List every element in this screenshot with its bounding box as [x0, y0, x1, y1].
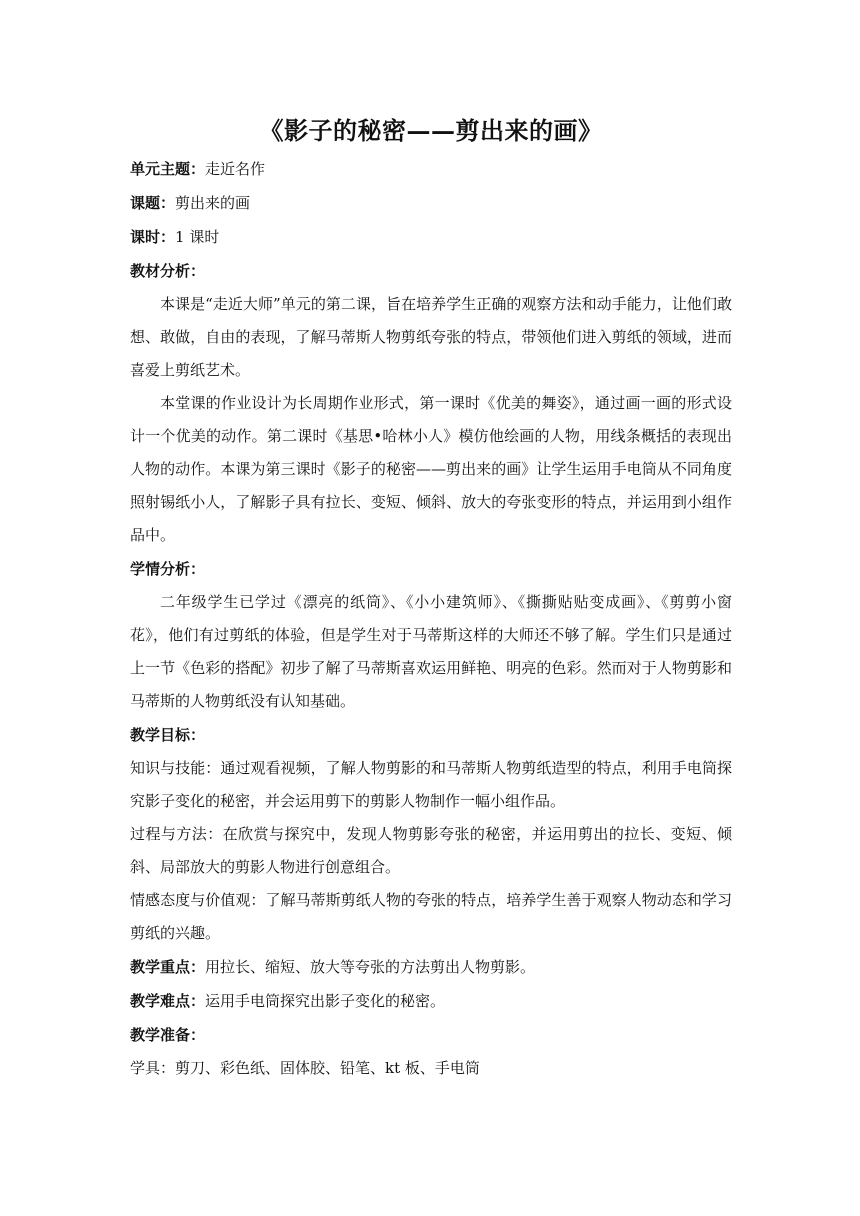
unit-theme-line [130, 152, 732, 186]
unit-theme-value: 走近名作 [205, 160, 266, 178]
unit-theme-label: 单元主题： [130, 160, 206, 178]
goal-emotion-values: 情感态度与价值观：了解马蒂斯剪纸人物的夸张的特点，培养学生善于观察人物动态和学习剪纸的兴趣。 [130, 891, 732, 942]
teaching-goals-heading: 教学目标： [130, 726, 206, 744]
key-point-label: 教学重点： [130, 958, 206, 976]
difficulty-value: 运用手电筒探究出影子变化的秘密。 [205, 992, 446, 1010]
student-analysis-heading: 学情分析： [130, 560, 206, 578]
material-analysis-paragraph-2: 本堂课的作业设计为长周期作业形式，第一课时《优美的舞姿》，通过画一画的形式设计一个优美的动作。第二课时《基思•哈林小人》模仿他绘画的人物，用线条概括的表现出人物的动作。本课为第三课时《影子的秘密——剪出来的画》让学生运用手电筒从不同角度照射锡纸小人，了解影子具有拉长、变短、倾斜、放大的夸张变形的特点，并运用到小组作品中。 [130, 394, 732, 544]
teaching-prep-tools: 学具：剪刀、彩色纸、固体胶、铅笔、kt 板、手电筒 [130, 1059, 480, 1077]
topic-value: 剪出来的画 [175, 194, 251, 212]
goal-knowledge-skills: 知识与技能：通过观看视频，了解人物剪影的和马蒂斯人物剪纸造型的特点，利用手电筒探究影子变化的秘密，并会运用剪下的剪影人物制作一幅小组作品。 [130, 759, 732, 810]
teaching-prep-heading: 教学准备： [130, 1026, 206, 1044]
document-title: 《影子的秘密——剪出来的画》 [259, 116, 603, 145]
period-value: 1 课时 [175, 228, 220, 246]
key-point-value: 用拉长、缩短、放大等夸张的方法剪出人物剪影。 [205, 958, 536, 976]
period-label: 课时： [130, 228, 176, 246]
student-analysis-paragraph: 二年级学生已学过《漂亮的纸筒》、《小小建筑师》、《撕撕贴贴变成画》、《剪剪小窗花》，他们有过剪纸的体验，但是学生对于马蒂斯这样的大师还不够了解。学生们只是通过上一节《色彩的搭配》初步了解了马蒂斯喜欢运用鲜艳、明亮的色彩。然而对于人物剪影和马蒂斯的人物剪纸没有认知基础。 [130, 593, 732, 710]
material-analysis-paragraph-1: 本课是“走近大师”单元的第二课，旨在培养学生正确的观察方法和动手能力，让他们敢想、敢做，自由的表现，了解马蒂斯人物剪纸夸张的特点，带领他们进入剪纸的领域，进而喜爱上剪纸艺术。 [130, 295, 732, 379]
topic-line [130, 186, 732, 220]
material-analysis-heading: 教材分析： [130, 262, 206, 280]
goal-process-methods: 过程与方法：在欣赏与探究中，发现人物剪影夸张的秘密，并运用剪出的拉长、变短、倾斜、局部放大的剪影人物进行创意组合。 [130, 825, 732, 876]
difficulty-line [130, 984, 732, 1018]
key-point-line [130, 950, 732, 984]
period-line [130, 220, 732, 254]
difficulty-label: 教学难点： [130, 992, 206, 1010]
topic-label: 课题： [130, 194, 176, 212]
